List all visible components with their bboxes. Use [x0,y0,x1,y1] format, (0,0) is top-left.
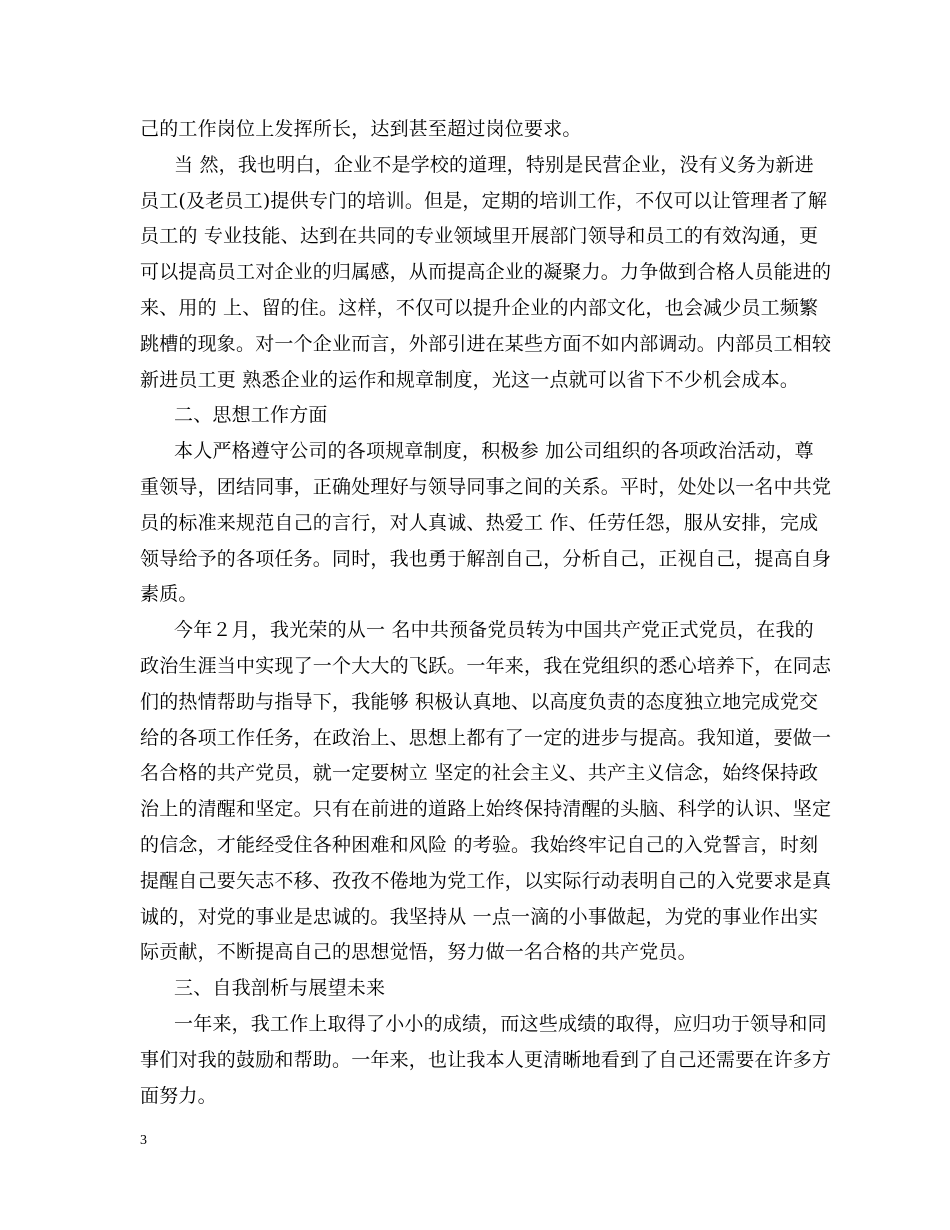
text-line: 跳槽的现象。对一个企业而言，外部引进在某些方面不如内部调动。内部员工相较 [140,332,832,355]
text-line: 来、用的 上、留的住。这样，不仅可以提升企业的内部文化，也会减少员工频繁 [140,296,819,319]
text-line: 给的各项工作任务，在政治上、思想上都有了一定的进步与提高。我知道，要做一 [140,726,832,749]
text-line: 员工的 专业技能、达到在共同的专业领域里开展部门领导和员工的有效沟通，更 [140,225,819,248]
text-line: 们的热情帮助与指导下，我能够 积极认真地、以高度负责的态度独立地完成党交 [140,690,819,713]
page-number: 3 [140,1133,147,1148]
text-line: 本人严格遵守公司的各项规章制度，积极参 加公司组织的各项政治活动，尊 [174,440,814,463]
text-line: 事们对我的鼓励和帮助。一年来，也让我本人更清晰地看到了自己还需要在许多方 [140,1048,832,1071]
text-line: 的信念，才能经受住各种困难和风险 的考验。我始终牢记自己的入党誓言，时刻 [140,833,819,856]
text-line: 员工(及老员工)提供专门的培训。但是，定期的培训工作，不仅可以让管理者了解 [140,189,828,212]
text-line: 素质。 [140,583,198,606]
text-line: 员的标准来规范自己的言行，对人真诚、热爱工 作、任劳任怨，服从安排，完成 [140,511,819,534]
text-line: 治上的清醒和坚定。只有在前进的道路上始终保持清醒的头脑、科学的认识、坚定 [140,798,832,821]
text-line: 新进员工更 熟悉企业的运作和规章制度，光这一点就可以省下不少机会成本。 [140,368,800,391]
text-line: 己的工作岗位上发挥所长，达到甚至超过岗位要求。 [140,118,582,140]
text-line: 重领导，团结同事，正确处理好与领导同事之间的关系。平时，处处以一名中共党 [140,475,832,498]
body-text [140,112,830,1114]
section-heading: 二、思想工作方面 [174,404,328,427]
text-line: 际贡献，不断提高自己的思想觉悟，努力做一名合格的共产党员。 [140,941,697,964]
text-line: 提醒自己要矢志不移、孜孜不倦地为党工作，以实际行动表明自己的入党要求是真 [140,869,832,892]
text-line: 可以提高员工对企业的归属感，从而提高企业的凝聚力。力争做到合格人员能进的 [140,261,832,284]
text-line: 名合格的共产党员，就一定要树立 坚定的社会主义、共产主义信念，始终保持政 [140,762,819,785]
text-line: 政治生涯当中实现了一个大大的飞跃。一年来，我在党组织的悉心培养下，在同志 [140,654,832,677]
text-line: 领导给予的各项任务。同时，我也勇于解剖自己，分析自己，正视自己，提高自身 [140,547,832,570]
section-heading: 三、自我剖析与展望未来 [174,977,386,1000]
text-line: 诚的，对党的事业是忠诚的。我坚持从 一点一滴的小事做起，为党的事业作出实 [140,905,819,928]
text-line: 面努力。 [140,1084,217,1107]
text-line: 今年２月，我光荣的从一 名中共预备党员转为中国共产党正式党员，在我的 [174,619,814,642]
text-line: 一年来，我工作上取得了小小的成绩，而这些成绩的取得，应归功于领导和同 [174,1012,827,1035]
text-line: 当 然，我也明白，企业不是学校的道理，特别是民营企业，没有义务为新进 [174,153,814,176]
